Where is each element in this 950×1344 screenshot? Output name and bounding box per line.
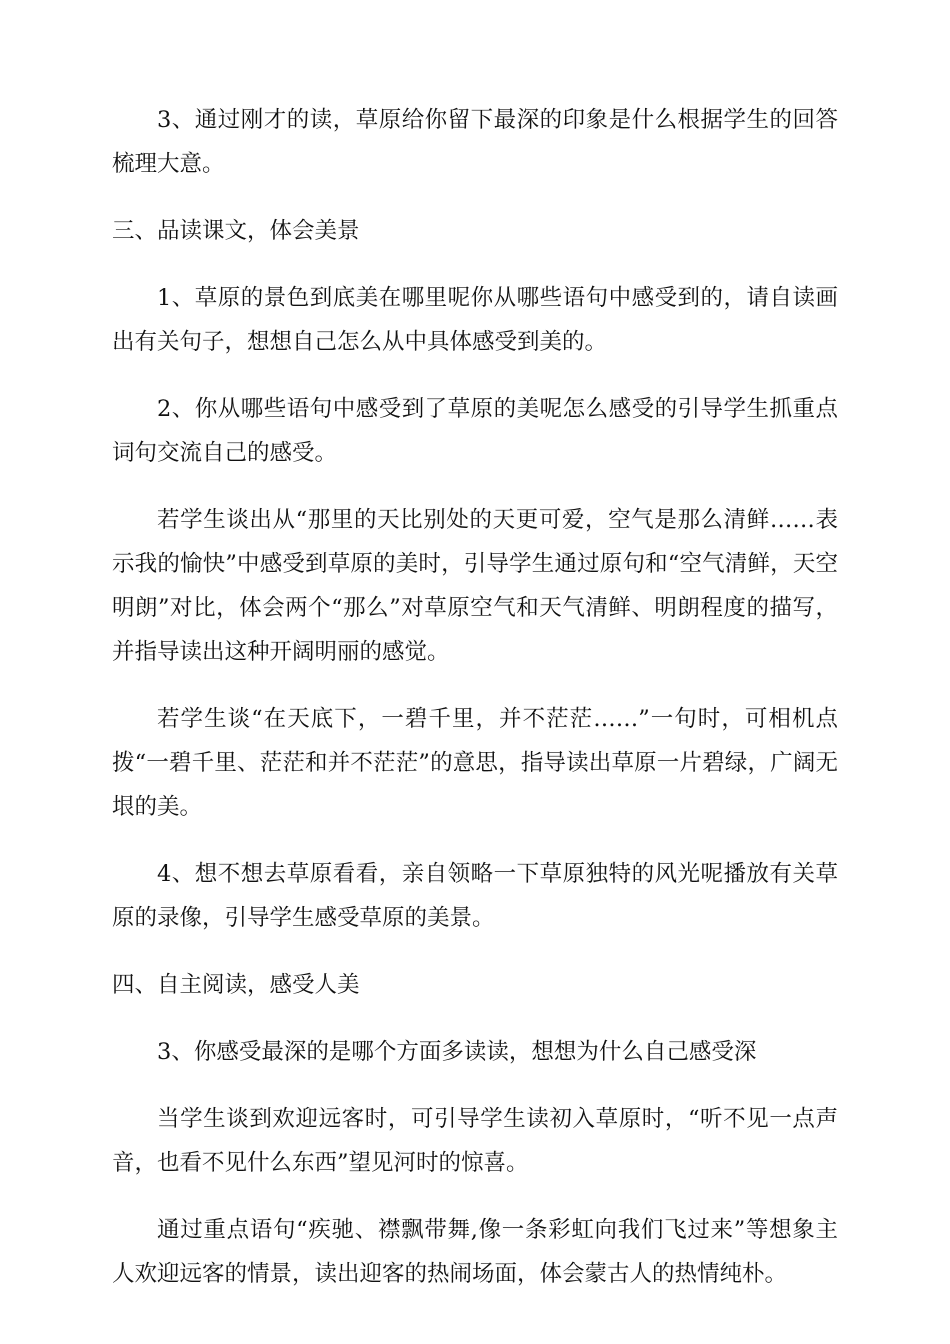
paragraph: 若学生谈出从“那里的天比别处的天更可爱，空气是那么清鲜……表示我的愉快”中感受到草原的美时，引导学生通过原句和“空气清鲜，天空明朗”对比，体会两个“那么”对草原空气和天气清鲜、明朗程度的描写，并指导读出这种开阔明丽的感觉。 — [112, 507, 838, 665]
section-heading: 三、品读课文，体会美景 — [112, 218, 360, 244]
section-heading: 四、自主阅读，感受人美 — [112, 972, 360, 998]
paragraph: 2、你从哪些语句中感受到了草原的美呢怎么感受的引导学生抓重点词句交流自己的感受。 — [112, 396, 838, 466]
paragraph: 3、通过刚才的读，草原给你留下最深的印象是什么根据学生的回答梳理大意。 — [112, 107, 838, 177]
paragraph: 1、草原的景色到底美在哪里呢你从哪些语句中感受到的，请自读画出有关句子，想想自己怎么从中具体感受到美的。 — [112, 285, 838, 355]
paragraph: 通过重点语句“疾驰、襟飘带舞,像一条彩虹向我们飞过来”等想象主人欢迎远客的情景，读出迎客的热闹场面，体会蒙古人的热情纯朴。 — [112, 1217, 838, 1287]
paragraph: 4、想不想去草原看看，亲自领略一下草原独特的风光呢播放有关草原的录像，引导学生感受草原的美景。 — [112, 861, 838, 931]
paragraph: 3、你感受最深的是哪个方面多读读，想想为什么自己感受深 — [157, 1039, 757, 1065]
document-body — [112, 98, 838, 1319]
paragraph: 当学生谈到欢迎远客时，可引导学生读初入草原时，“听不见一点声音，也看不见什么东西”望见河时的惊喜。 — [112, 1106, 838, 1176]
paragraph: 若学生谈“在天底下，一碧千里，并不茫茫……”一句时，可相机点拨“一碧千里、茫茫和并不茫茫”的意思，指导读出草原一片碧绿，广阔无垠的美。 — [112, 706, 838, 820]
